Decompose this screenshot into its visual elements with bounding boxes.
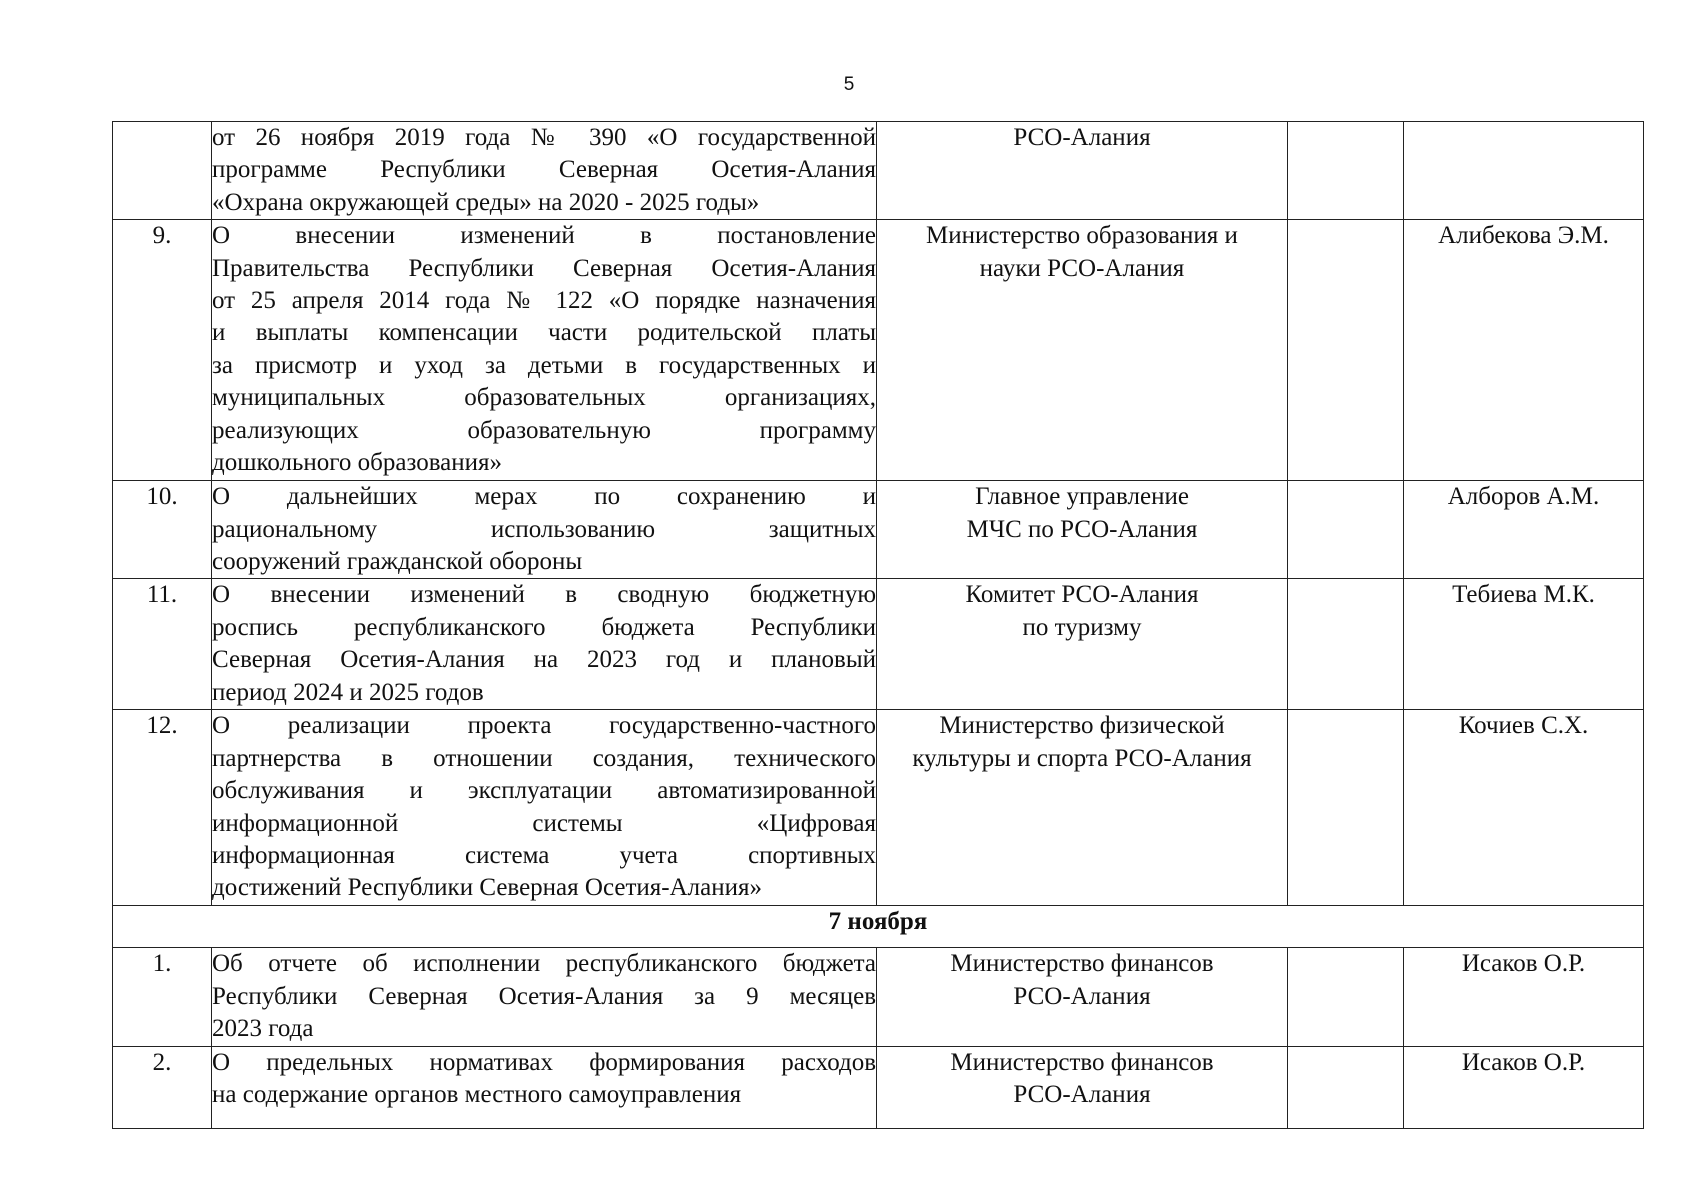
row-title-line: Северная Осетия-Алания на 2023 год и плановый: [212, 646, 876, 674]
row-responsible: Тебиева М.К.: [1404, 579, 1644, 710]
row-title-line: рациональному использованию защитных: [212, 515, 876, 543]
row-title-line: от 26 ноября 2019 года № 390 «О государственной: [212, 124, 876, 151]
row-title-line: 2023 года: [212, 1015, 314, 1043]
row-number: 2.: [113, 1046, 212, 1128]
row-org-line: РСО-Алания: [1013, 1081, 1151, 1109]
row-empty-cell: [1288, 122, 1404, 220]
table-row: [113, 122, 1644, 220]
row-number: 9.: [113, 220, 212, 481]
row-responsible: Кочиев С.Х.: [1404, 710, 1644, 906]
row-organization: [877, 122, 1288, 220]
row-title: [212, 579, 877, 710]
page-number: 5: [843, 74, 855, 95]
row-title: [212, 1046, 877, 1128]
row-title-line: партнерства в отношении создания, технического: [212, 744, 876, 772]
row-title-line: «Охрана окружающей среды» на 2020 - 2025 годы»: [212, 188, 760, 216]
table-row: [113, 579, 1644, 710]
row-title: [212, 220, 877, 481]
row-title-line: период 2024 и 2025 годов: [212, 678, 484, 706]
row-title-line: Республики Северная Осетия-Алания за 9 месяцев: [212, 982, 876, 1010]
row-title: [212, 481, 877, 579]
table-row: [113, 948, 1644, 1046]
row-title-line: О предельных нормативах формирования расходов: [212, 1048, 876, 1076]
table-row: [113, 1046, 1644, 1128]
row-responsible: Алборов А.М.: [1404, 481, 1644, 579]
row-title-line: О реализации проекта государственно-частного: [212, 712, 876, 740]
row-org-line: РСО-Алания: [1013, 124, 1151, 151]
row-title-line: муниципальных образовательных организациях,: [212, 384, 876, 412]
row-organization: [877, 579, 1288, 710]
row-organization: [877, 948, 1288, 1046]
row-title-line: за присмотр и уход за детьми в государственных и: [212, 351, 876, 379]
row-org-line: по туризму: [1022, 613, 1142, 641]
row-title-line: роспись республиканского бюджета Республики: [212, 613, 876, 641]
row-org-line: МЧС по РСО-Алания: [966, 515, 1198, 543]
section-date: 7 ноября: [113, 906, 1644, 948]
row-org-line: Министерство образования и: [926, 222, 1238, 250]
row-title: [212, 122, 877, 220]
row-title-line: О дальнейших мерах по сохранению и: [212, 483, 876, 511]
row-title-line: достижений Республики Северная Осетия-Алания»: [212, 874, 762, 902]
row-title-line: Об отчете об исполнении республиканского бюджета: [212, 950, 876, 978]
row-empty-cell: [1288, 220, 1404, 481]
row-number: 11.: [113, 579, 212, 710]
row-org-line: Комитет РСО-Алания: [965, 581, 1199, 609]
row-responsible: Исаков О.Р.: [1404, 1046, 1644, 1128]
row-responsible: Исаков О.Р.: [1404, 948, 1644, 1046]
row-title-line: на содержание органов местного самоуправления: [212, 1081, 742, 1109]
row-empty-cell: [1288, 948, 1404, 1046]
row-title-line: от 25 апреля 2014 года № 122 «О порядке назначения: [212, 287, 876, 315]
row-org-line: Главное управление: [975, 483, 1189, 511]
row-empty-cell: [1288, 1046, 1404, 1128]
row-org-line: науки РСО-Алания: [979, 254, 1185, 282]
row-organization: [877, 220, 1288, 481]
row-org-line: РСО-Алания: [1013, 982, 1151, 1010]
agenda-table: [112, 121, 1644, 1129]
row-org-line: культуры и спорта РСО-Алания: [912, 744, 1252, 772]
row-number: 12.: [113, 710, 212, 906]
table-row: [113, 710, 1644, 906]
row-number: 1.: [113, 948, 212, 1046]
row-org-line: Министерство финансов: [950, 950, 1214, 978]
table-row: [113, 220, 1644, 481]
row-title-line: информационная система учета спортивных: [212, 842, 876, 870]
row-responsible: [1404, 122, 1644, 220]
row-title-line: О внесении изменений в постановление: [212, 222, 876, 250]
row-responsible: Алибекова Э.М.: [1404, 220, 1644, 481]
row-title-line: Правительства Республики Северная Осетия-Алания: [212, 254, 876, 282]
row-empty-cell: [1288, 579, 1404, 710]
row-number: [113, 122, 212, 220]
row-empty-cell: [1288, 481, 1404, 579]
row-title-line: О внесении изменений в сводную бюджетную: [212, 581, 876, 609]
row-title-line: информационной системы «Цифровая: [212, 809, 876, 837]
section-date-row: [113, 906, 1644, 948]
row-title-line: программе Республики Северная Осетия-Алания: [212, 156, 876, 184]
row-empty-cell: [1288, 710, 1404, 906]
table-row: [113, 481, 1644, 579]
row-title-line: реализующих образовательную программу: [212, 416, 876, 444]
row-organization: [877, 1046, 1288, 1128]
row-organization: [877, 481, 1288, 579]
row-number: 10.: [113, 481, 212, 579]
row-title: [212, 948, 877, 1046]
row-title-line: сооружений гражданской обороны: [212, 548, 583, 576]
row-org-line: Министерство финансов: [950, 1048, 1214, 1076]
row-title-line: дошкольного образования»: [212, 449, 503, 477]
row-org-line: Министерство физической: [939, 712, 1225, 740]
row-title-line: обслуживания и эксплуатации автоматизированной: [212, 777, 876, 805]
row-title-line: и выплаты компенсации части родительской платы: [212, 319, 876, 347]
row-title: [212, 710, 877, 906]
row-organization: [877, 710, 1288, 906]
